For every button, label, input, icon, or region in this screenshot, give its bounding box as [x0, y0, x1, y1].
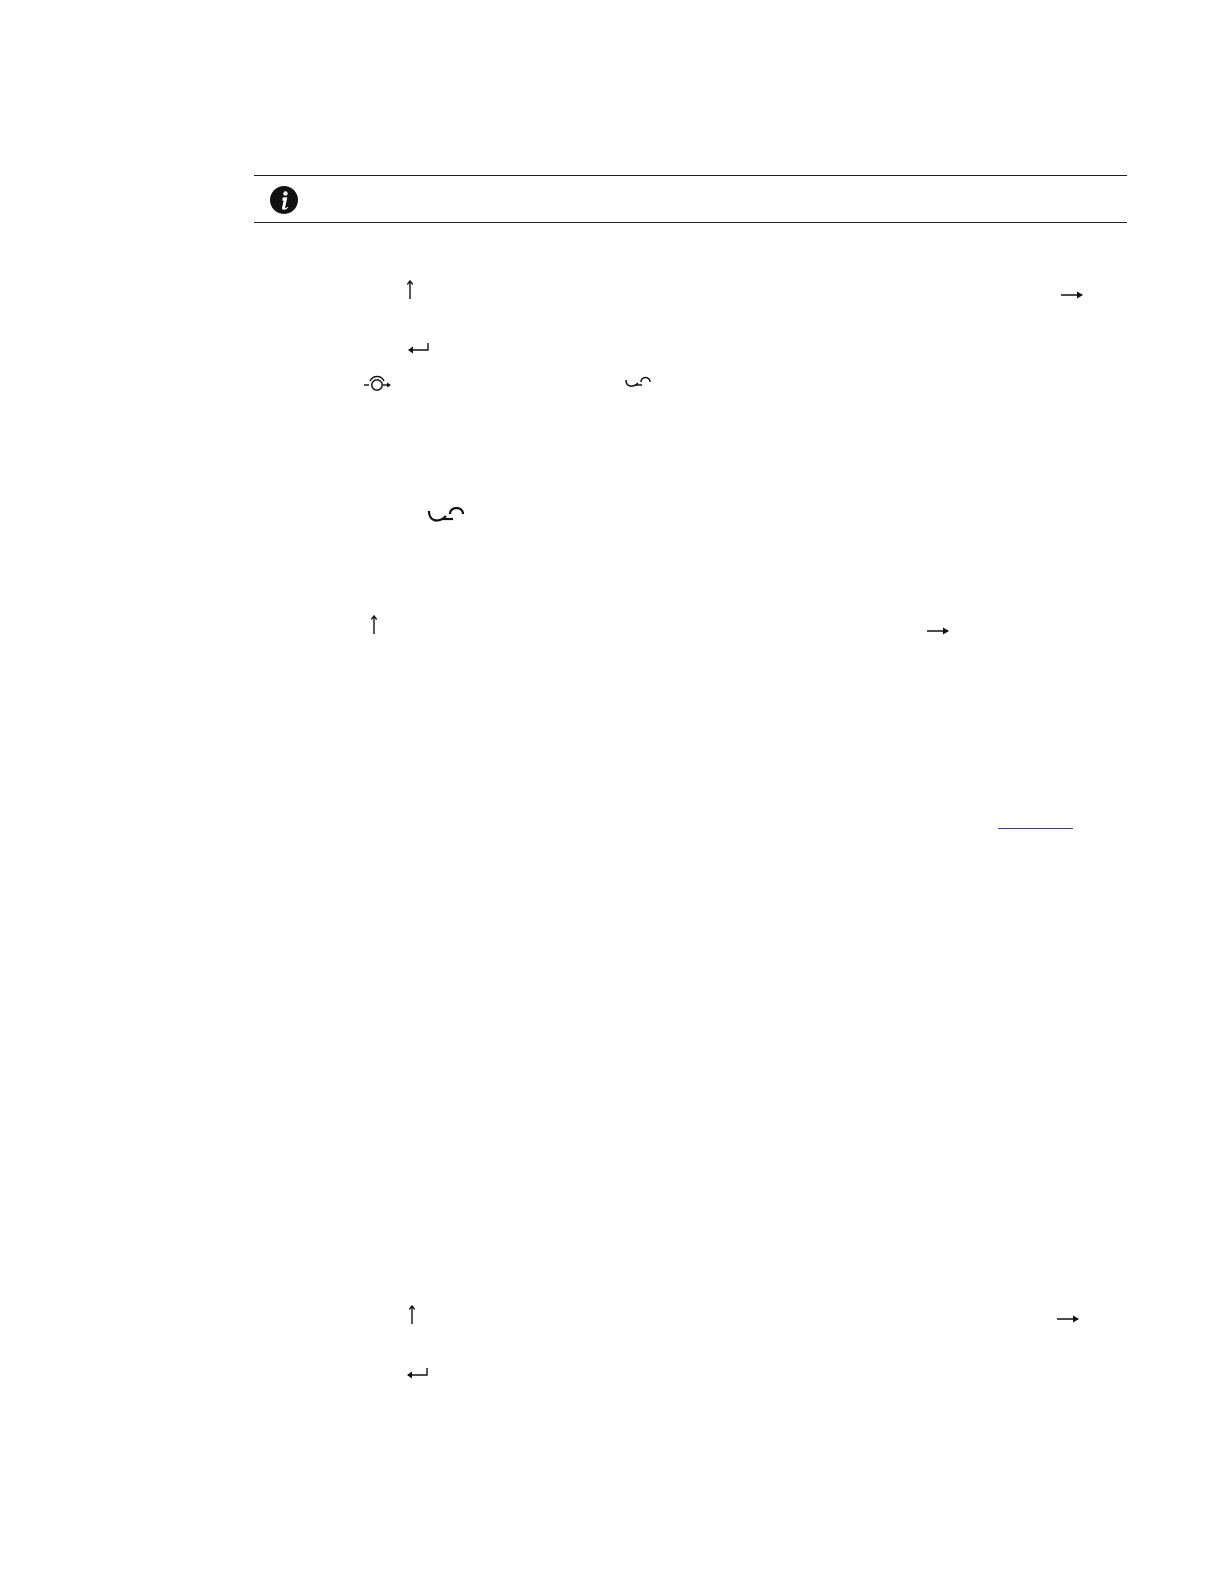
enter-arrow-icon: [405, 341, 431, 357]
info-icon: [269, 185, 299, 215]
bypass-symbol-icon: [624, 374, 654, 392]
enter-arrow-icon-second: [404, 1366, 430, 1382]
up-arrow-icon-third: [407, 1304, 417, 1326]
right-arrow-icon-third: [1056, 1313, 1082, 1325]
bypass-symbol-large-icon: [426, 503, 468, 528]
link-underline[interactable]: [998, 828, 1073, 829]
up-arrow-icon-second: [369, 614, 379, 636]
right-arrow-icon: [1060, 289, 1086, 301]
note-box: [254, 175, 1127, 223]
right-arrow-icon-second: [926, 625, 952, 637]
rotary-symbol-icon: [362, 373, 394, 393]
up-arrow-icon: [405, 279, 415, 301]
